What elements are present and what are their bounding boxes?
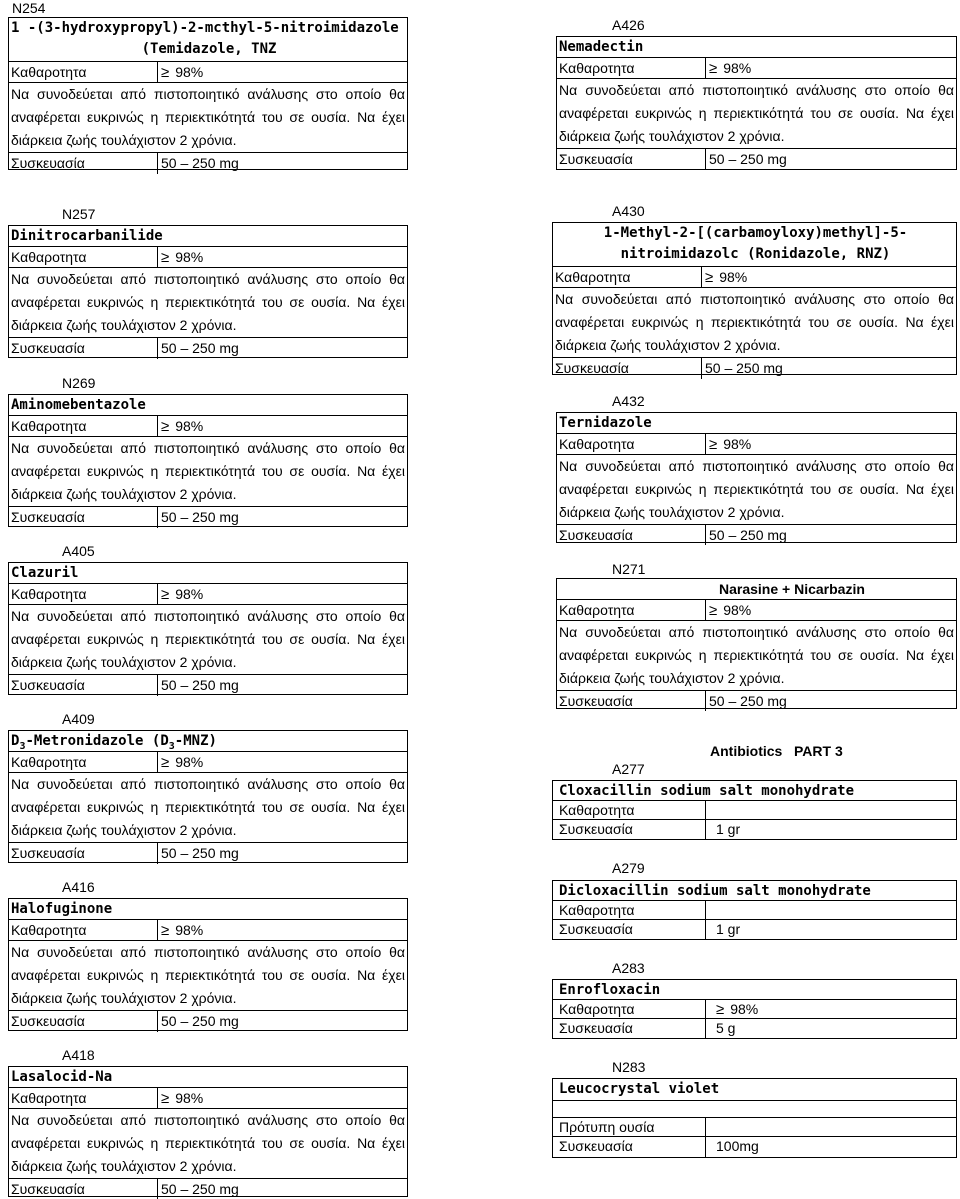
package-value: 50 – 250 mg: [161, 340, 239, 356]
package-value: 50 – 250 mg: [709, 693, 787, 709]
item-name: Halofuginone: [11, 901, 113, 917]
purity-value: 98%: [723, 602, 752, 618]
item-name: Cloxacillin sodium salt monohydrate: [559, 783, 855, 799]
package-value: 50 – 250 mg: [161, 845, 239, 861]
item-name: Narasine + Nicarbazin: [719, 581, 865, 597]
purity-label: Καθαροτητα: [553, 1000, 706, 1018]
certificate-note: Να συνοδεύεται από πιστοποιητικό ανάλυσης στο οποίο θα αναφέρεται ευκρινώς η περιεκτικότητά του σε ουσία. Να έχει διάρκεια ζωής τουλάχιστον 2 χρόνια.: [11, 1112, 405, 1174]
purity-label: Καθαροτητα: [553, 267, 702, 287]
certificate-note: Να συνοδεύεται από πιστοποιητικό ανάλυσης στο οποίο θα αναφέρεται ευκρινώς η περιεκτικότητά του σε ουσία. Να έχει διάρκεια ζωής τουλάχιστον 2 χρόνια.: [11, 944, 405, 1006]
certificate-note: Να συνοδεύεται από πιστοποιητικό ανάλυσης στο οποίο θα αναφέρεται ευκρινώς η περιεκτικότητά του σε ουσία. Να έχει διάρκεια ζωής τουλάχιστον 2 χρόνια.: [11, 776, 405, 838]
package-label: Συσκευασία: [553, 920, 706, 939]
purity-label: Καθαροτητα: [557, 600, 706, 620]
item-card-a416: [8, 898, 408, 1031]
ge-symbol: ≥: [716, 1001, 725, 1018]
package-label: Συσκευασία: [553, 1019, 706, 1038]
item-code: A279: [612, 860, 645, 876]
item-name-line2: nitroimidazolc (Ronidazole, RNZ): [620, 246, 891, 262]
item-code: A283: [612, 960, 645, 976]
purity-label: Καθαροτητα: [557, 434, 706, 454]
ge-symbol: ≥: [705, 269, 714, 286]
package-value: 50 – 250 mg: [705, 360, 783, 376]
package-value: 50 – 250 mg: [161, 509, 239, 525]
package-value: 50 – 250 mg: [709, 151, 787, 167]
certificate-note: Να συνοδεύεται από πιστοποιητικό ανάλυσης στο οποίο θα αναφέρεται ευκρινώς η περιεκτικότητά του σε ουσία. Να έχει διάρκεια ζωής τουλάχιστον 2 χρόνια.: [559, 458, 954, 520]
item-card-a409: [8, 730, 408, 863]
package-label: Συσκευασία: [9, 1011, 158, 1032]
purity-label: Καθαροτητα: [9, 752, 158, 772]
package-value: 1 gr: [716, 921, 741, 937]
ge-symbol: ≥: [709, 602, 718, 619]
package-label: Συσκευασία: [9, 1179, 158, 1199]
package-label: Συσκευασία: [9, 338, 158, 359]
item-name: $D_3$-Metronidazole $(D_3-MNZ)$: [11, 733, 217, 752]
package-value: 50 – 250 mg: [161, 155, 239, 171]
ge-symbol: ≥: [161, 249, 170, 266]
certificate-note: Να συνοδεύεται από πιστοποιητικό ανάλυσης στο οποίο θα αναφέρεται ευκρινώς η περιεκτικότητά του σε ουσία. Να έχει διάρκεια ζωής τουλάχιστον 2 χρόνια.: [11, 271, 405, 333]
package-label: Συσκευασία: [553, 820, 706, 839]
item-code: A432: [612, 393, 645, 409]
package-label: Συσκευασία: [557, 691, 706, 711]
package-label: Συσκευασία: [9, 843, 158, 864]
purity-label: Καθαροτητα: [553, 801, 706, 819]
package-label: Συσκευασία: [9, 507, 158, 528]
item-name: Ternidazole: [559, 415, 652, 431]
item-name-line2: (Temidazole, TNZ: [141, 41, 277, 57]
purity-value: 98%: [175, 754, 204, 770]
package-value: 50 – 250 mg: [709, 527, 787, 543]
package-label: Συσκευασία: [553, 358, 702, 379]
purity-value: 98%: [175, 1090, 204, 1106]
item-card-a279: [552, 880, 957, 940]
item-code: A418: [62, 1047, 95, 1063]
item-card-a418: [8, 1066, 408, 1197]
package-value: 100mg: [716, 1138, 759, 1154]
item-name: Clazuril: [11, 565, 79, 581]
item-card-a432: [556, 412, 957, 543]
purity-value: 98%: [719, 269, 748, 285]
ge-symbol: ≥: [161, 418, 170, 435]
purity-value: 98%: [175, 249, 204, 265]
purity-value: 98%: [723, 436, 752, 452]
item-name: 1-Methyl-2-[(carbamoyloxy)methyl]-5-: [603, 225, 908, 241]
purity-label: Καθαροτητα: [557, 58, 706, 78]
purity-value: 98%: [175, 418, 204, 434]
ge-symbol: ≥: [161, 754, 170, 771]
purity-label: Καθαροτητα: [9, 584, 158, 604]
certificate-note: Να συνοδεύεται από πιστοποιητικό ανάλυσης στο οποίο θα αναφέρεται ευκρινώς η περιεκτικότητά του σε ουσία. Να έχει διάρκεια ζωής τουλάχιστον 2 χρόνια.: [11, 608, 405, 670]
certificate-note: Να συνοδεύεται από πιστοποιητικό ανάλυσης στο οποίο θα αναφέρεται ευκρινώς η περιεκτικότητά του σε ουσία. Να έχει διάρκεια ζωής τουλάχιστον 2 χρόνια.: [11, 86, 405, 148]
item-code: A426: [612, 17, 645, 33]
purity-label: Καθαροτητα: [9, 1088, 158, 1108]
item-code: N271: [612, 561, 646, 577]
ge-symbol: ≥: [161, 1090, 170, 1107]
package-label: Συσκευασία: [9, 153, 158, 174]
item-card-a426: [556, 36, 957, 170]
certificate-note: Να συνοδεύεται από πιστοποιητικό ανάλυσης στο οποίο θα αναφέρεται ευκρινώς η περιεκτικότητά του σε ουσία. Να έχει διάρκεια ζωής τουλάχιστον 2 χρόνια.: [559, 624, 954, 686]
package-value: 50 – 250 mg: [161, 1181, 239, 1197]
item-name: Lasalocid-Na: [11, 1069, 113, 1085]
item-name: Aminomebentazole: [11, 397, 146, 413]
item-code: A416: [62, 879, 95, 895]
package-label: Συσκευασία: [557, 149, 706, 170]
item-card-n271: [556, 578, 957, 709]
item-card-a405: [8, 562, 408, 695]
section-title: Antibiotics PART 3: [710, 743, 843, 759]
purity-value: 98%: [175, 64, 204, 80]
item-code: N254: [12, 0, 46, 16]
package-label: Συσκευασία: [553, 1137, 706, 1157]
purity-label: Καθαροτητα: [9, 62, 158, 82]
purity-label: Καθαροτητα: [9, 920, 158, 940]
certificate-note: Να συνοδεύεται από πιστοποιητικό ανάλυσης στο οποίο θα αναφέρεται ευκρινώς η περιεκτικότητά του σε ουσία. Να έχει διάρκεια ζωής τουλάχιστον 2 χρόνια.: [559, 82, 954, 144]
item-card-a283: [552, 979, 957, 1039]
purity-label: Καθαροτητα: [9, 247, 158, 267]
item-code: N257: [62, 206, 96, 222]
item-name: Nemadectin: [559, 39, 644, 55]
package-label: Συσκευασία: [9, 675, 158, 696]
ge-symbol: ≥: [161, 586, 170, 603]
item-code: A405: [62, 543, 95, 559]
package-value: 5 g: [716, 1020, 736, 1036]
item-name: Enrofloxacin: [559, 982, 661, 998]
item-name: Dicloxacillin sodium salt monohydrate: [559, 883, 871, 899]
item-code: A430: [612, 203, 645, 219]
item-card-n254: [8, 17, 408, 170]
ge-symbol: ≥: [161, 64, 170, 81]
package-value: 50 – 250 mg: [161, 1013, 239, 1029]
purity-value: 98%: [175, 922, 204, 938]
item-name: Leucocrystal violet: [559, 1081, 720, 1097]
item-name: Dinitrocarbanilide: [11, 228, 163, 244]
item-card-a277: [552, 780, 957, 840]
item-name: 1 -(3-hydroxypropyl)-2-mcthyl-5-nitroimidazole: [11, 20, 399, 36]
standard-substance-label: Πρότυπη ουσία: [553, 1118, 706, 1136]
ge-symbol: ≥: [161, 922, 170, 939]
ge-symbol: ≥: [709, 436, 718, 453]
item-card-a430: [552, 222, 957, 375]
purity-label: Καθαροτητα: [9, 416, 158, 436]
item-card-n283: [552, 1078, 957, 1158]
item-card-n269: [8, 394, 408, 527]
item-code: A277: [612, 761, 645, 777]
item-card-n257: [8, 225, 408, 358]
item-code: A409: [62, 711, 95, 727]
purity-value: 98%: [730, 1001, 759, 1017]
package-label: Συσκευασία: [557, 525, 706, 545]
certificate-note: Να συνοδεύεται από πιστοποιητικό ανάλυσης στο οποίο θα αναφέρεται ευκρινώς η περιεκτικότητά του σε ουσία. Να έχει διάρκεια ζωής τουλάχιστον 2 χρόνια.: [11, 440, 405, 502]
item-code: N269: [62, 375, 96, 391]
purity-value: 98%: [723, 60, 752, 76]
certificate-note: Να συνοδεύεται από πιστοποιητικό ανάλυσης στο οποίο θα αναφέρεται ευκρινώς η περιεκτικότητά του σε ουσία. Να έχει διάρκεια ζωής τουλάχιστον 2 χρόνια.: [555, 291, 954, 353]
purity-value: 98%: [175, 586, 204, 602]
package-value: 50 – 250 mg: [161, 677, 239, 693]
item-code: N283: [612, 1059, 646, 1075]
package-value: 1 gr: [716, 821, 741, 837]
purity-label: Καθαροτητα: [553, 901, 706, 919]
ge-symbol: ≥: [709, 60, 718, 77]
